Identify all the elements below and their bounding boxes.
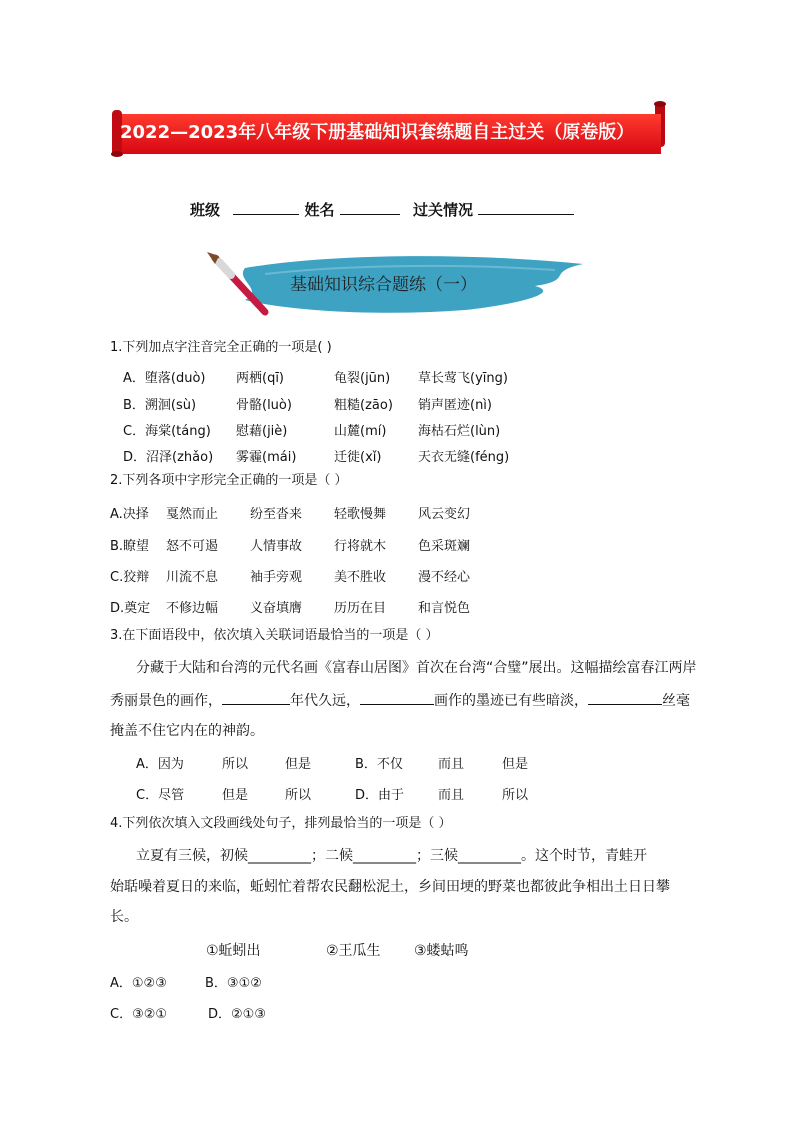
q1-option-c-3: 山麓(mí) [334, 424, 387, 439]
q4-option-a: A．①②③ [110, 976, 167, 991]
q1-option-a-2: 两栖(qī) [236, 371, 285, 386]
q3-d-2: 而且 [438, 788, 465, 803]
q3-a-2: 所以 [222, 757, 249, 772]
q2-a-1: A.决择 [110, 507, 149, 522]
class-field[interactable] [233, 200, 299, 215]
q1-option-b-3: 粗糙(zāo) [334, 398, 393, 413]
q4-option-d: D．②①③ [208, 1007, 266, 1022]
q2-d-2: 不修边幅 [166, 601, 219, 616]
q1-option-d-4: 天衣无缝(féng) [418, 450, 510, 465]
q1-option-b-1: B．溯洄(sù) [123, 398, 197, 413]
q4-option-c: C．③②① [110, 1007, 168, 1022]
q2-c-3: 袖手旁观 [250, 570, 303, 585]
q2-d-1: D.奠定 [110, 601, 151, 616]
question-1-stem: 1.下列加点字注音完全正确的一项是( ) [110, 340, 332, 355]
q3-c-3: 所以 [285, 788, 312, 803]
q1-option-a-3: 龟裂(jūn) [334, 371, 391, 386]
q3-b-3: 但是 [502, 757, 529, 772]
q2-b-4: 行将就木 [334, 539, 387, 554]
q3-paragraph-line-2 [110, 690, 690, 711]
q2-c-5: 漫不经心 [418, 570, 471, 585]
name-label: 姓名 [304, 201, 335, 219]
q3-blank-3[interactable] [588, 690, 662, 705]
q4-item-2: ②王瓜生 [326, 943, 381, 959]
q4-item-1: ①蚯蚓出 [206, 943, 261, 959]
q3-b-2: 而且 [438, 757, 465, 772]
q4-item-3: ③蝼蛄鸣 [414, 943, 469, 959]
name-field[interactable] [340, 200, 400, 215]
q3-paragraph-line-1: 分藏于大陆和台湾的元代名画《富春山居图》首次在台湾“合璧”展出。这幅描绘富春江两岸 [136, 660, 697, 676]
q2-b-3: 人情事故 [250, 539, 303, 554]
q1-option-a-4: 草长莺飞(yīng) [418, 371, 508, 386]
question-3-stem: 3.在下面语段中，依次填入关联词语最恰当的一项是（ ） [110, 628, 439, 643]
q2-b-2: 怒不可遏 [166, 539, 219, 554]
q2-c-2: 川流不息 [166, 570, 219, 585]
q3-c-1: C．尽管 [136, 788, 185, 803]
q1-option-c-4: 海枯石烂(lùn) [418, 424, 501, 439]
q3-blank-2[interactable] [360, 690, 434, 705]
q4-paragraph-line-3: 长。 [110, 909, 138, 925]
q1-option-b-4: 销声匿迹(nì) [418, 398, 492, 413]
q1-option-a-1: A．堕落(duò) [123, 371, 206, 386]
q1-option-c-2: 慰藉(jiè) [236, 424, 288, 439]
q3-text-segment: 年代久远， [290, 693, 360, 709]
q2-d-3: 义奋填膺 [250, 601, 303, 616]
q2-d-4: 历历在目 [334, 601, 387, 616]
q2-c-1: C.狡辩 [110, 570, 150, 585]
q2-b-5: 色采斑斓 [418, 539, 471, 554]
q2-b-1: B.瞭望 [110, 539, 150, 554]
q2-a-5: 风云变幻 [418, 507, 471, 522]
q3-blank-1[interactable] [222, 690, 290, 705]
q3-text-segment: 画作的墨迹已有些暗淡， [434, 693, 588, 709]
section-title: 基础知识综合题练（一） [290, 275, 477, 295]
q4-paragraph-line-1: 立夏有三候，初候_________；二候_________；三候_________。这个时节，青蛙开 [136, 848, 647, 864]
status-field[interactable] [478, 200, 574, 215]
document-title: 2022—2023年八年级下册基础知识套练题自主过关（原卷版） [120, 122, 635, 143]
q2-c-4: 美不胜收 [334, 570, 387, 585]
q3-a-1: A．因为 [136, 757, 184, 772]
q3-b-1: B．不仅 [355, 757, 403, 772]
q3-paragraph-line-3: 掩盖不住它内在的神韵。 [110, 723, 264, 739]
q3-a-3: 但是 [285, 757, 312, 772]
q1-option-c-1: C．海棠(táng) [123, 424, 211, 439]
q1-option-b-2: 骨骼(luò) [236, 398, 292, 413]
q3-text-segment: 秀丽景色的画作， [110, 693, 222, 709]
student-info-row [190, 199, 574, 220]
q4-option-b: B．③①② [205, 976, 262, 991]
q2-a-2: 戛然而止 [166, 507, 219, 522]
status-label: 过关情况 [412, 201, 473, 219]
class-label: 班级 [190, 201, 221, 219]
question-4-stem: 4.下列依次填入文段画线处句子，排列最恰当的一项是（ ） [110, 816, 452, 831]
q2-a-4: 轻歌慢舞 [334, 507, 387, 522]
q1-option-d-1: D．沼泽(zhǎo) [123, 450, 214, 465]
q4-paragraph-line-2: 始聒噪着夏日的来临，蚯蚓忙着帮农民翻松泥土，乡间田埂的野菜也都彼此争相出土日日攀 [110, 879, 670, 895]
q2-d-5: 和言悦色 [418, 601, 471, 616]
q1-option-d-3: 迁徙(xǐ) [334, 450, 382, 465]
question-2-stem: 2.下列各项中字形完全正确的一项是（ ） [110, 473, 348, 488]
q2-a-3: 纷至沓来 [250, 507, 303, 522]
q3-text-segment: 丝毫 [662, 693, 690, 709]
q3-d-3: 所以 [502, 788, 529, 803]
q1-option-d-2: 雾霾(mái) [236, 450, 297, 465]
q3-d-1: D．由于 [355, 788, 405, 803]
q3-c-2: 但是 [222, 788, 249, 803]
